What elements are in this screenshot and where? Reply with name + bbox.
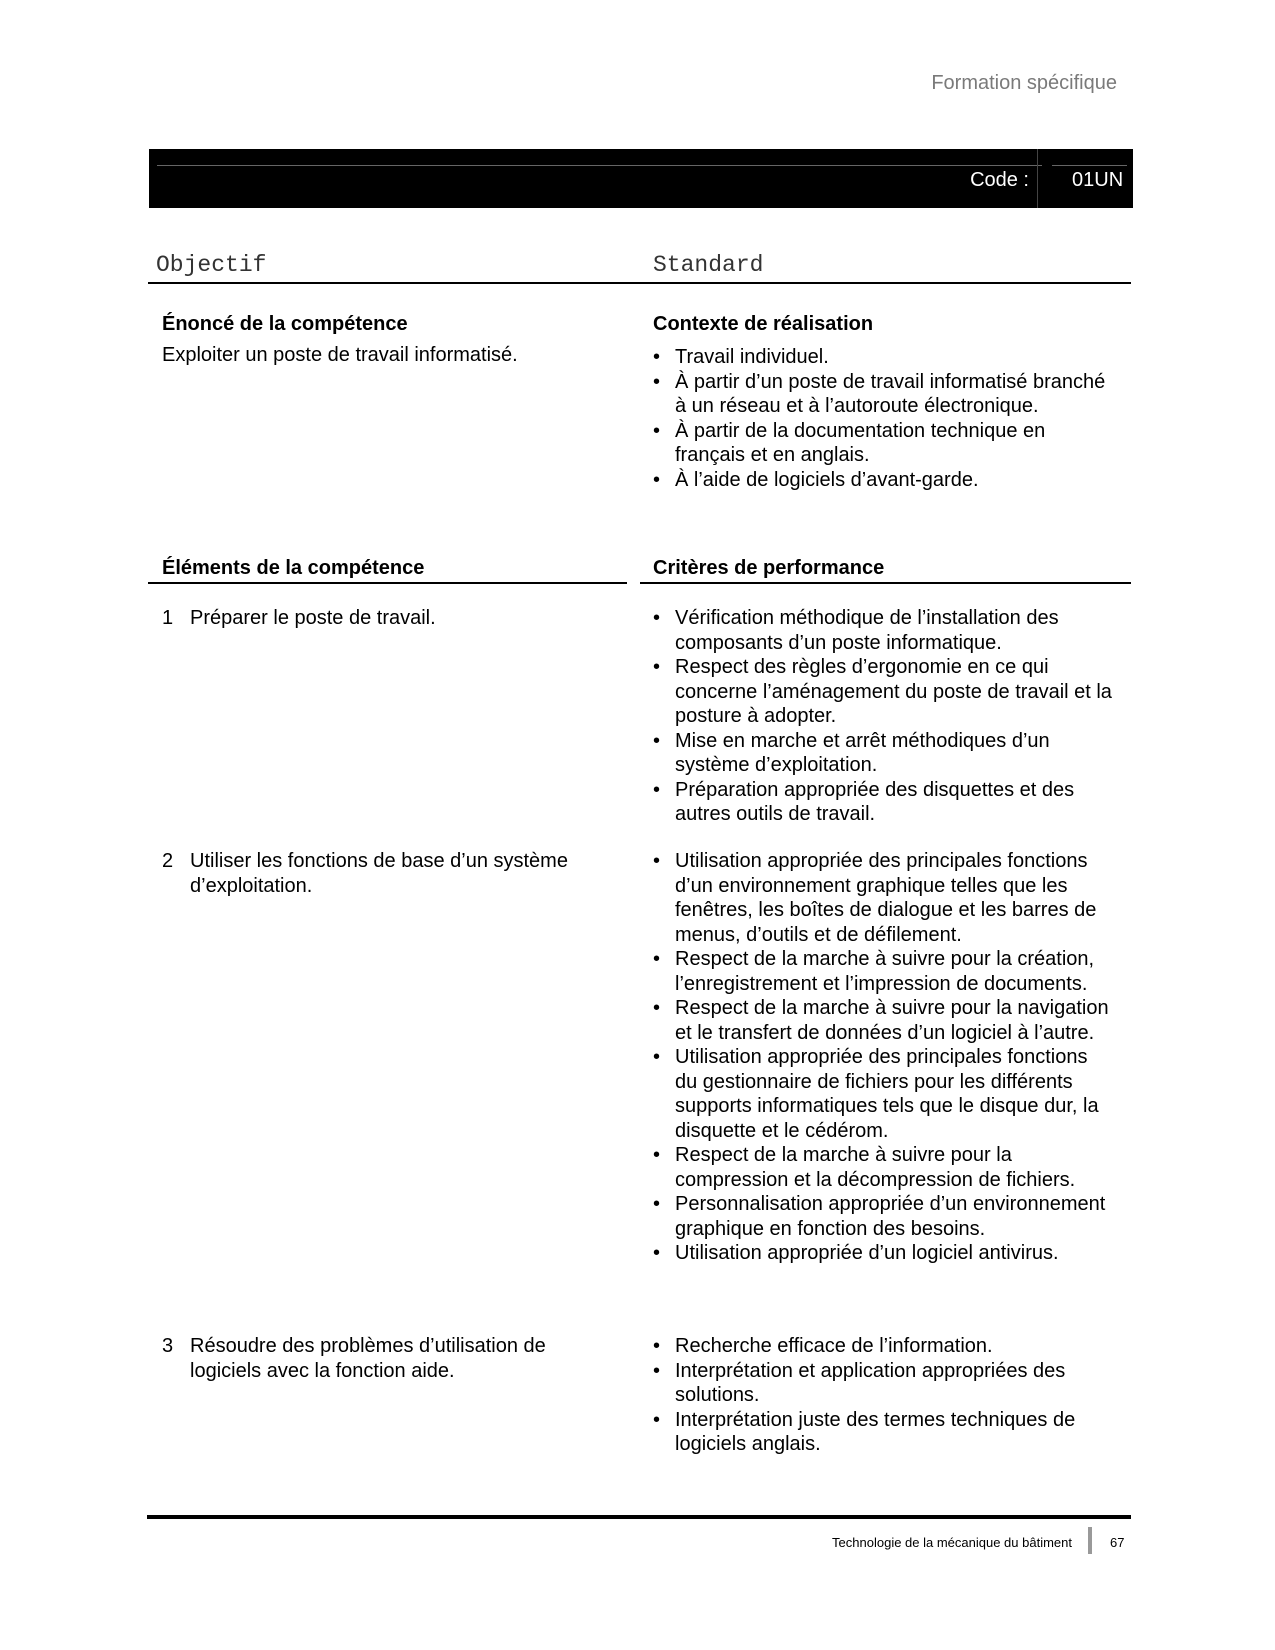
footer-separator xyxy=(1088,1527,1092,1554)
divider xyxy=(148,582,627,584)
list-item: • À partir de la documentation technique en français et en anglais. xyxy=(653,419,1115,468)
column-heading-standard: Standard xyxy=(653,252,764,278)
list-item: • Vérification méthodique de l’installation des composants d’un poste informatique. xyxy=(653,606,1115,655)
elements-title: Éléments de la compétence xyxy=(162,557,425,579)
criteres-title: Critères de performance xyxy=(653,557,885,579)
element-text: Résoudre des problèmes d’utilisation de logiciels avec la fonction aide. xyxy=(190,1335,546,1382)
list-item: • Utilisation appropriée d’un logiciel antivirus. xyxy=(653,1241,1115,1266)
element-text: Utiliser les fonctions de base d’un système d’exploitation. xyxy=(190,850,568,897)
element-2 xyxy=(162,849,600,898)
list-item: • Personnalisation appropriée d’un environnement graphique en fonction des besoins. xyxy=(653,1192,1115,1241)
element-number: 1 xyxy=(162,607,174,629)
element-text: Préparer le poste de travail. xyxy=(190,607,436,629)
divider xyxy=(1052,165,1127,166)
contexte-title: Contexte de réalisation xyxy=(653,313,874,335)
footer-title: Technologie de la mécanique du bâtiment xyxy=(832,1535,1072,1550)
list-item: • Interprétation et application appropriées des solutions. xyxy=(653,1359,1115,1408)
list-item: • Respect des règles d’ergonomie en ce qui concerne l’aménagement du poste de travail et la posture à adopter. xyxy=(653,655,1115,729)
list-item: • Interprétation juste des termes techniques de logiciels anglais. xyxy=(653,1408,1115,1457)
list-item: • À partir d’un poste de travail informatisé branché à un réseau et à l’autoroute électronique. xyxy=(653,370,1115,419)
contexte-list xyxy=(653,345,1115,492)
list-item: • Respect de la marche à suivre pour la création, l’enregistrement et l’impression de documents. xyxy=(653,947,1115,996)
section-header: Formation spécifique xyxy=(931,72,1117,94)
list-item: • Travail individuel. xyxy=(653,345,1115,370)
criteria-list-3 xyxy=(653,1334,1115,1457)
criteria-list-1 xyxy=(653,606,1115,827)
element-number: 3 xyxy=(162,1335,174,1357)
criteria-list-2 xyxy=(653,849,1115,1266)
footer-rule xyxy=(147,1515,1131,1519)
element-number: 2 xyxy=(162,850,174,872)
list-item: • Respect de la marche à suivre pour la compression et la décompression de fichiers. xyxy=(653,1143,1115,1192)
divider xyxy=(1037,149,1038,208)
enonce-text: Exploiter un poste de travail informatisé. xyxy=(162,344,518,366)
code-value: 01UN xyxy=(1072,169,1124,191)
list-item: • Respect de la marche à suivre pour la navigation et le transfert de données d’un logiciel à l’autre. xyxy=(653,996,1115,1045)
list-item: • Mise en marche et arrêt méthodiques d’un système d’exploitation. xyxy=(653,729,1115,778)
divider xyxy=(157,165,1042,166)
enonce-title: Énoncé de la compétence xyxy=(162,313,408,335)
list-item: • Recherche efficace de l’information. xyxy=(653,1334,1115,1359)
list-item: • Utilisation appropriée des principales fonctions d’un environnement graphique telles que les fenêtres, les boîtes de dialogue et les barres de menus, d’outils et de défilement. xyxy=(653,849,1115,947)
page-number: 67 xyxy=(1110,1535,1125,1550)
column-heading-objectif: Objectif xyxy=(156,252,267,278)
list-item: • À l’aide de logiciels d’avant-garde. xyxy=(653,468,1115,493)
code-label: Code : xyxy=(970,169,1029,191)
list-item: • Utilisation appropriée des principales fonctions du gestionnaire de fichiers pour les différents supports informatiques tels que le disque dur, la disquette et le cédérom. xyxy=(653,1045,1115,1143)
code-bar xyxy=(149,149,1133,208)
list-item: • Préparation appropriée des disquettes et des autres outils de travail. xyxy=(653,778,1115,827)
element-3 xyxy=(162,1334,600,1383)
divider xyxy=(148,282,1131,284)
element-1 xyxy=(162,606,600,631)
divider xyxy=(640,582,1131,584)
